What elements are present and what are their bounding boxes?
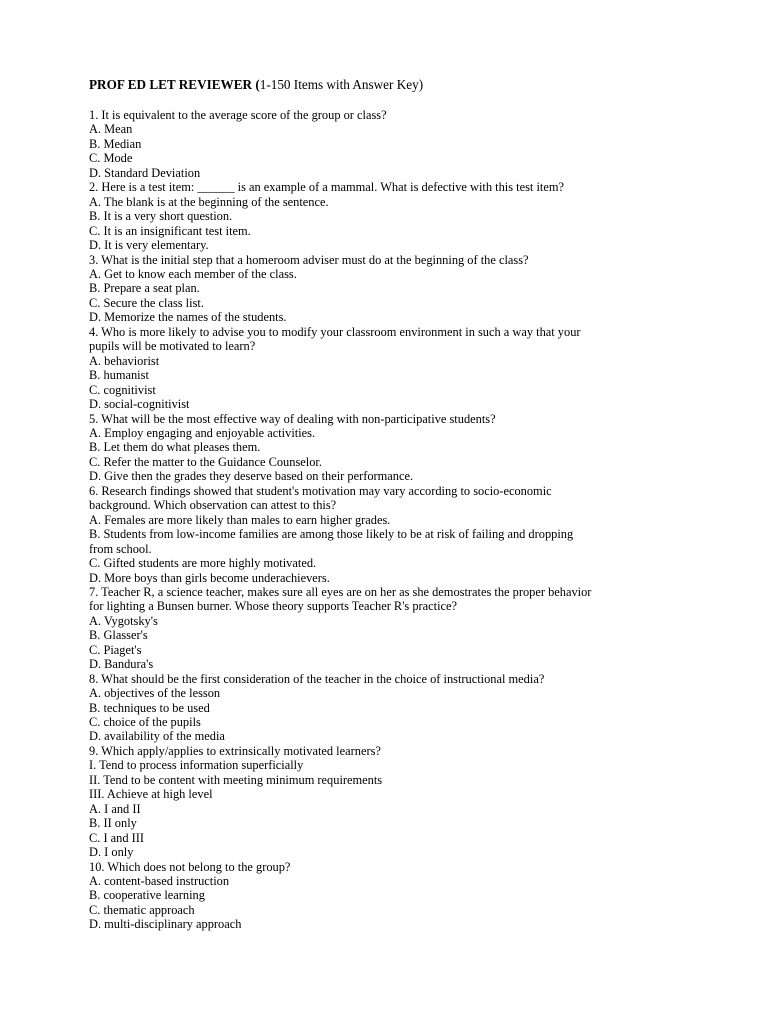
answer-choice: B. techniques to be used: [89, 700, 210, 715]
answer-choice: from school.: [89, 541, 152, 556]
question-3: [89, 253, 729, 325]
answer-choice: D. Bandura's: [89, 657, 154, 672]
question-text-line: I. Tend to process information superficially: [89, 758, 304, 773]
answer-choice: C. cognitivist: [89, 382, 156, 397]
answer-choice: D. availability of the media: [89, 729, 225, 744]
answer-choice: B. Median: [89, 136, 142, 151]
answer-choice: D. Give then the grades they deserve based on their performance.: [89, 469, 414, 484]
question-text-line: III. Achieve at high level: [89, 787, 213, 802]
question-text-line: 10. Which does not belong to the group?: [89, 859, 291, 874]
document-title-bold: PROF ED LET REVIEWER (: [89, 77, 260, 92]
question-text-line: 1. It is equivalent to the average score of the group or class?: [89, 108, 387, 122]
answer-choice: C. I and III: [89, 830, 145, 845]
answer-choice: C. Mode: [89, 151, 133, 166]
question-6: [89, 484, 729, 585]
answer-choice: D. I only: [89, 845, 134, 860]
question-2: [89, 180, 729, 252]
question-text-line: 5. What will be the most effective way of dealing with non-participative students?: [89, 411, 496, 426]
question-text-line: 4. Who is more likely to advise you to modify your classroom environment in such a way that your: [89, 324, 581, 339]
question-text-line: background. Which observation can attest to this?: [89, 498, 337, 513]
answer-choice: D. Memorize the names of the students.: [89, 310, 287, 325]
answer-choice: B. cooperative learning: [89, 888, 205, 903]
answer-choice: B. humanist: [89, 368, 149, 383]
question-8: [89, 672, 729, 744]
answer-choice: A. Mean: [89, 122, 133, 137]
question-text-line: 2. Here is a test item: ______ is an example of a mammal. What is defective with this test item?: [89, 180, 564, 195]
question-text-line: 3. What is the initial step that a homeroom adviser must do at the beginning of the class?: [89, 252, 529, 267]
question-list: [89, 108, 729, 932]
question-5: [89, 412, 729, 484]
answer-choice: D. It is very elementary.: [89, 238, 209, 253]
answer-choice: A. The blank is at the beginning of the sentence.: [89, 194, 329, 209]
question-text-line: 9. Which apply/applies to extrinsically motivated learners?: [89, 743, 381, 758]
answer-choice: B. Let them do what pleases them.: [89, 440, 261, 455]
answer-choice: A. Vygotsky's: [89, 613, 158, 628]
answer-choice: B. II only: [89, 816, 137, 831]
answer-choice: B. It is a very short question.: [89, 209, 233, 224]
answer-choice: A. I and II: [89, 801, 141, 816]
answer-choice: A. Females are more likely than males to earn higher grades.: [89, 512, 391, 527]
question-text-line: 7. Teacher R, a science teacher, makes sure all eyes are on her as she demostrates the proper behavior: [89, 584, 592, 599]
question-text-line: for lighting a Bunsen burner. Whose theory supports Teacher R's practice?: [89, 599, 458, 614]
answer-choice: C. Piaget's: [89, 642, 142, 657]
question-text-line: 8. What should be the first consideration of the teacher in the choice of instructional media?: [89, 671, 545, 686]
answer-choice: C. It is an insignificant test item.: [89, 223, 251, 238]
question-10: [89, 860, 729, 932]
question-4: [89, 325, 729, 412]
answer-choice: B. Students from low-income families are among those likely to be at risk of failing and dropping: [89, 527, 574, 542]
document-title-rest: 1-150 Items with Answer Key): [259, 77, 424, 92]
answer-choice: D. multi-disciplinary approach: [89, 917, 242, 932]
answer-choice: D. Standard Deviation: [89, 165, 201, 180]
question-text-line: pupils will be motivated to learn?: [89, 339, 256, 354]
answer-choice: A. behaviorist: [89, 353, 160, 368]
document-page: [89, 77, 729, 932]
answer-choice: C. Secure the class list.: [89, 295, 204, 310]
question-7: [89, 585, 729, 672]
answer-choice: A. Get to know each member of the class.: [89, 266, 297, 281]
answer-choice: C. Refer the matter to the Guidance Counselor.: [89, 454, 322, 469]
answer-choice: D. More boys than girls become underachievers.: [89, 570, 330, 585]
question-text-line: II. Tend to be content with meeting minimum requirements: [89, 772, 383, 787]
document-title: [89, 77, 729, 93]
answer-choice: D. social-cognitivist: [89, 397, 190, 412]
question-text-line: 6. Research findings showed that student's motivation may vary according to socio-economic: [89, 483, 552, 498]
question-1: [89, 108, 729, 180]
answer-choice: A. Employ engaging and enjoyable activities.: [89, 425, 316, 440]
answer-choice: B. Glasser's: [89, 628, 148, 643]
answer-choice: B. Prepare a seat plan.: [89, 281, 200, 296]
answer-choice: A. content-based instruction: [89, 874, 230, 889]
answer-choice: C. choice of the pupils: [89, 715, 201, 730]
answer-choice: C. Gifted students are more highly motivated.: [89, 556, 317, 571]
answer-choice: C. thematic approach: [89, 902, 195, 917]
answer-choice: A. objectives of the lesson: [89, 686, 221, 701]
question-9: [89, 744, 729, 860]
